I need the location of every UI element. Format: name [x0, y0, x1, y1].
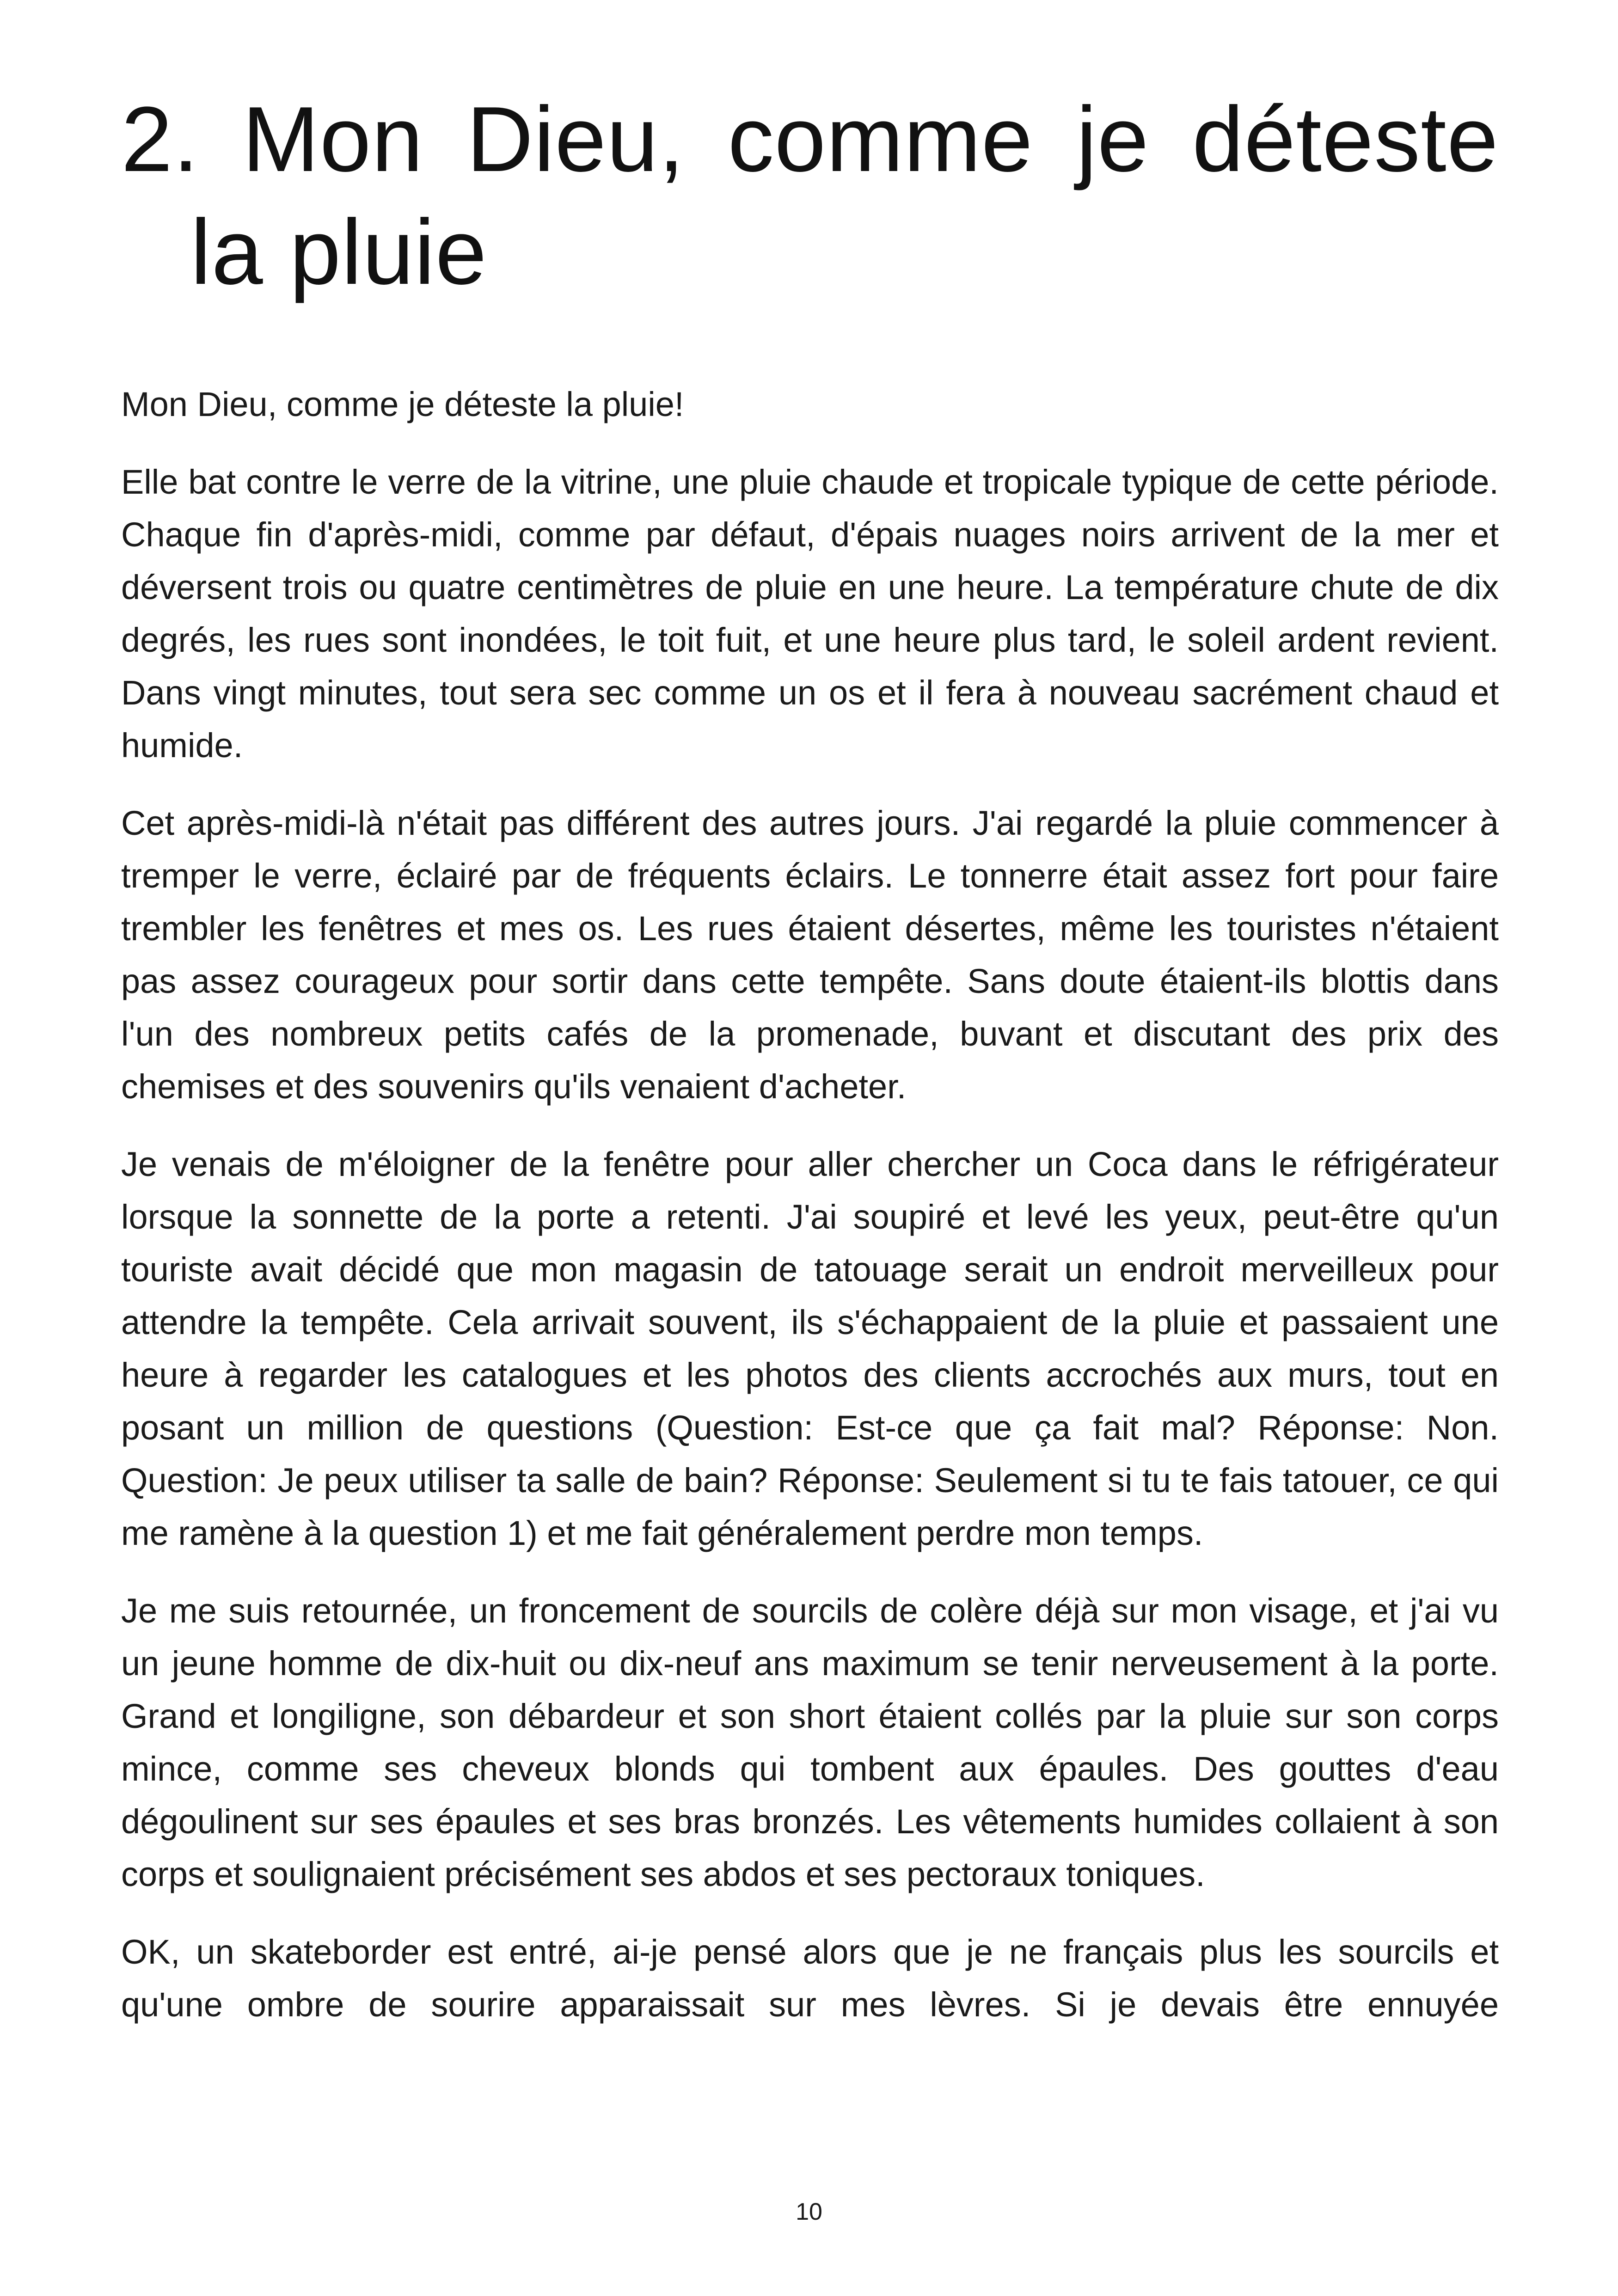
chapter-title-word: je [1076, 88, 1149, 191]
chapter-title-word: Mon [242, 88, 424, 191]
chapter-title-word: déteste [1192, 88, 1499, 191]
page-number: 10 [796, 2198, 822, 2225]
paragraph: Cet après-midi-là n'était pas différent des autres jours. J'ai regardé la pluie commencer à tremper le verre, éclairé par de fréquents éclairs. Le tonnerre était assez fort pour faire trembler les fenêtres et mes os. Les rues étaient désertes, même les touristes n'étaient pas assez courageux pour sortir dans cette tempête. Sans doute étaient-ils blottis dans l'un des nombreux petits cafés de la promenade, buvant et discutant des prix des chemises et des souvenirs qu'ils venaient d'acheter. [121, 804, 1499, 1106]
chapter-title [121, 83, 1499, 309]
paragraph: Je me suis retournée, un froncement de sourcils de colère déjà sur mon visage, et j'ai vu un jeune homme de dix-huit ou dix-neuf ans maximum se tenir nerveusement à la porte. Grand et longiligne, son débardeur et son short étaient collés par la pluie sur son corps mince, comme ses cheveux blonds qui tombent aux épaules. Des gouttes d'eau dégoulinent sur ses épaules et ses bras bronzés. Les vêtements humides collaient à son corps et soulignaient précisément ses abdos et ses pectoraux toniques. [121, 1592, 1499, 1893]
chapter-number: 2. [121, 88, 199, 191]
body-text [121, 378, 1499, 2031]
paragraph: Mon Dieu, comme je déteste la pluie! [121, 385, 684, 423]
page-content [121, 83, 1499, 2056]
paragraph: OK, un skateborder est entré, ai-je pensé alors que je ne français plus les sourcils et qu'une ombre de sourire apparaissait sur mes lèvres. Si je devais être ennuyée [121, 1933, 1499, 2024]
chapter-title-word: comme [728, 88, 1033, 191]
chapter-title-line-2: la pluie [190, 201, 487, 304]
paragraph: Je venais de m'éloigner de la fenêtre pour aller chercher un Coca dans le réfrigérateur lorsque la sonnette de la porte a retenti. J'ai soupiré et levé les yeux, peut-être qu'un touriste avait décidé que mon magasin de tatouage serait un endroit merveilleux pour attendre la tempête. Cela arrivait souvent, ils s'échappaient de la pluie et passaient une heure à regarder les catalogues et les photos des clients accrochés aux murs, tout en posant un million de questions (Question: Est-ce que ça fait mal? Réponse: Non. Question: Je peux utiliser ta salle de bain? Réponse: Seulement si tu te fais tatouer, ce qui me ramène à la question 1) et me fait généralement perdre mon temps. [121, 1145, 1499, 1552]
chapter-title-line-1 [121, 83, 1499, 196]
paragraph: Elle bat contre le verre de la vitrine, une pluie chaude et tropicale typique de cette période. Chaque fin d'après-midi, comme par défaut, d'épais nuages noirs arrivent de la mer et déversent trois ou quatre centimètres de pluie en une heure. La température chute de dix degrés, les rues sont inondées, le toit fuit, et une heure plus tard, le soleil ardent revient. Dans vingt minutes, tout sera sec comme un os et il fera à nouveau sacrément chaud et humide. [121, 463, 1499, 765]
chapter-title-word: Dieu, [466, 88, 685, 191]
